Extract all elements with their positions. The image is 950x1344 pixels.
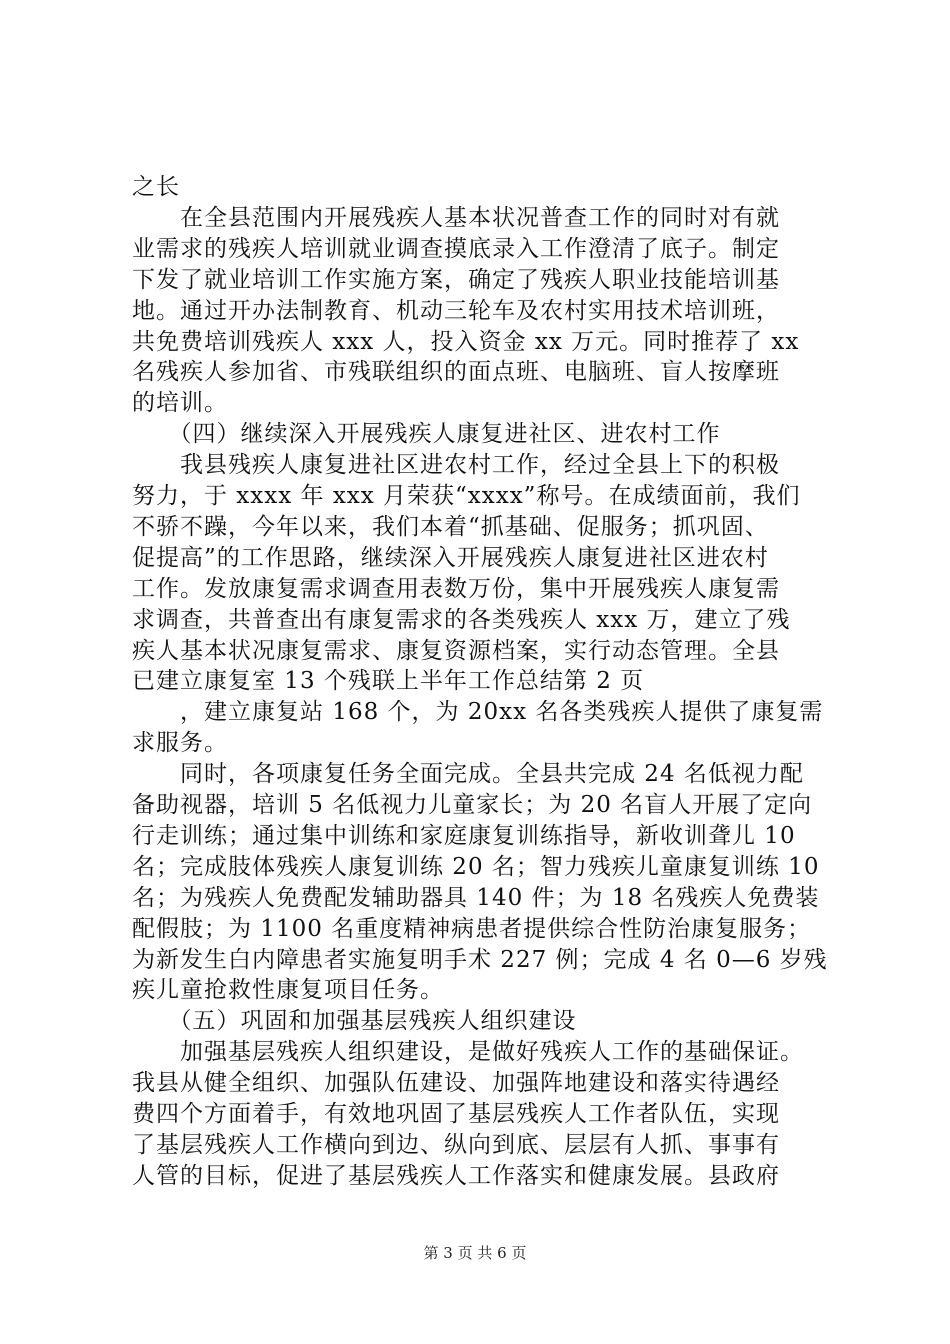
text-line: 我县残疾人康复进社区进农村工作，经过全县上下的积极 bbox=[132, 452, 780, 479]
text-line: 备助视器，培训 5 名低视力儿童家长；为 20 名盲人开展了定向 bbox=[132, 792, 813, 818]
text-line: 工作。发放康复需求调查用表数万份，集中开展残疾人康复需 bbox=[132, 575, 780, 602]
text-line: 在全县范围内开展残疾人基本状况普查工作的同时对有就 bbox=[132, 204, 780, 231]
text-line: 费四个方面着手，有效地巩固了基层残疾人工作者队伍，实现 bbox=[132, 1101, 780, 1127]
text-line: 疾儿童抢救性康复项目任务。 bbox=[132, 977, 444, 1004]
section-heading-5: （五）巩固和加强基层残疾人组织建设 bbox=[132, 1008, 577, 1035]
text-line: 之长 bbox=[132, 174, 180, 200]
text-line: 配假肢；为 1100 名重度精神病患者提供综合性防治康复服务； bbox=[132, 915, 812, 942]
text-line: 促提高”的工作思路，继续深入开展残疾人康复进社区进农村 bbox=[132, 544, 769, 571]
text-line: 求调查，共普查出有康复需求的各类残疾人 xxx 万，建立了残 bbox=[132, 606, 791, 633]
text-line: 业需求的残疾人培训就业调查摸底录入工作澄清了底子。制定 bbox=[132, 235, 780, 262]
text-line: 努力，于 xxxx 年 xxx 月荣获“xxxx”称号。在成绩面前，我们 bbox=[132, 483, 801, 509]
text-line: 同时，各项康复任务全面完成。全县共完成 24 名低视力配 bbox=[132, 761, 804, 788]
section-heading-4: （四）继续深入开展残疾人康复进社区、进农村工作 bbox=[132, 421, 721, 448]
text-line: 了基层残疾人工作横向到边、纵向到底、层层有人抓、事事有 bbox=[132, 1131, 780, 1158]
text-line: 疾人基本状况康复需求、康复资源档案，实行动态管理。全县 bbox=[132, 637, 780, 664]
text-line: 我县从健全组织、加强队伍建设、加强阵地建设和落实待遇经 bbox=[132, 1070, 780, 1097]
text-line: 共免费培训残疾人 xxx 人，投入资金 xx 万元。同时推荐了 xx bbox=[132, 328, 800, 355]
page-footer: 第 3 页 共 6 页 bbox=[423, 1244, 527, 1262]
text-line: 已建立康复室 13 个残联上半年工作总结第 2 页 bbox=[132, 668, 645, 695]
text-line: 不骄不躁，今年以来，我们本着“抓基础、促服务；抓巩固、 bbox=[132, 513, 769, 540]
text-line: 下发了就业培训工作实施方案，确定了残疾人职业技能培训基 bbox=[132, 266, 780, 293]
text-line: 为新发生白内障患者实施复明手术 227 例；完成 4 名 0—6 岁残 bbox=[132, 946, 828, 973]
text-line: 人管的目标，促进了基层残疾人工作落实和健康发展。县政府 bbox=[132, 1162, 780, 1189]
text-line: ，建立康复站 168 个，为 20xx 名各类残疾人提供了康复需 bbox=[132, 699, 824, 726]
text-line: 地。通过开办法制教育、机动三轮车及农村实用技术培训班， bbox=[132, 297, 780, 324]
text-line: 加强基层残疾人组织建设，是做好残疾人工作的基础保证。 bbox=[132, 1039, 804, 1066]
text-line: 的培训。 bbox=[132, 390, 228, 417]
text-line: 名；为残疾人免费配发辅助器具 140 件；为 18 名残疾人免费装 bbox=[132, 884, 820, 911]
text-line: 名；完成肢体残疾人康复训练 20 名；智力残疾儿童康复训练 10 bbox=[132, 853, 820, 880]
text-line: 行走训练；通过集中训练和家庭康复训练指导，新收训聋儿 10 bbox=[132, 822, 796, 849]
text-line: 求服务。 bbox=[132, 730, 228, 757]
text-line: 名残疾人参加省、市残联组织的面点班、电脑班、盲人按摩班 bbox=[132, 359, 780, 386]
